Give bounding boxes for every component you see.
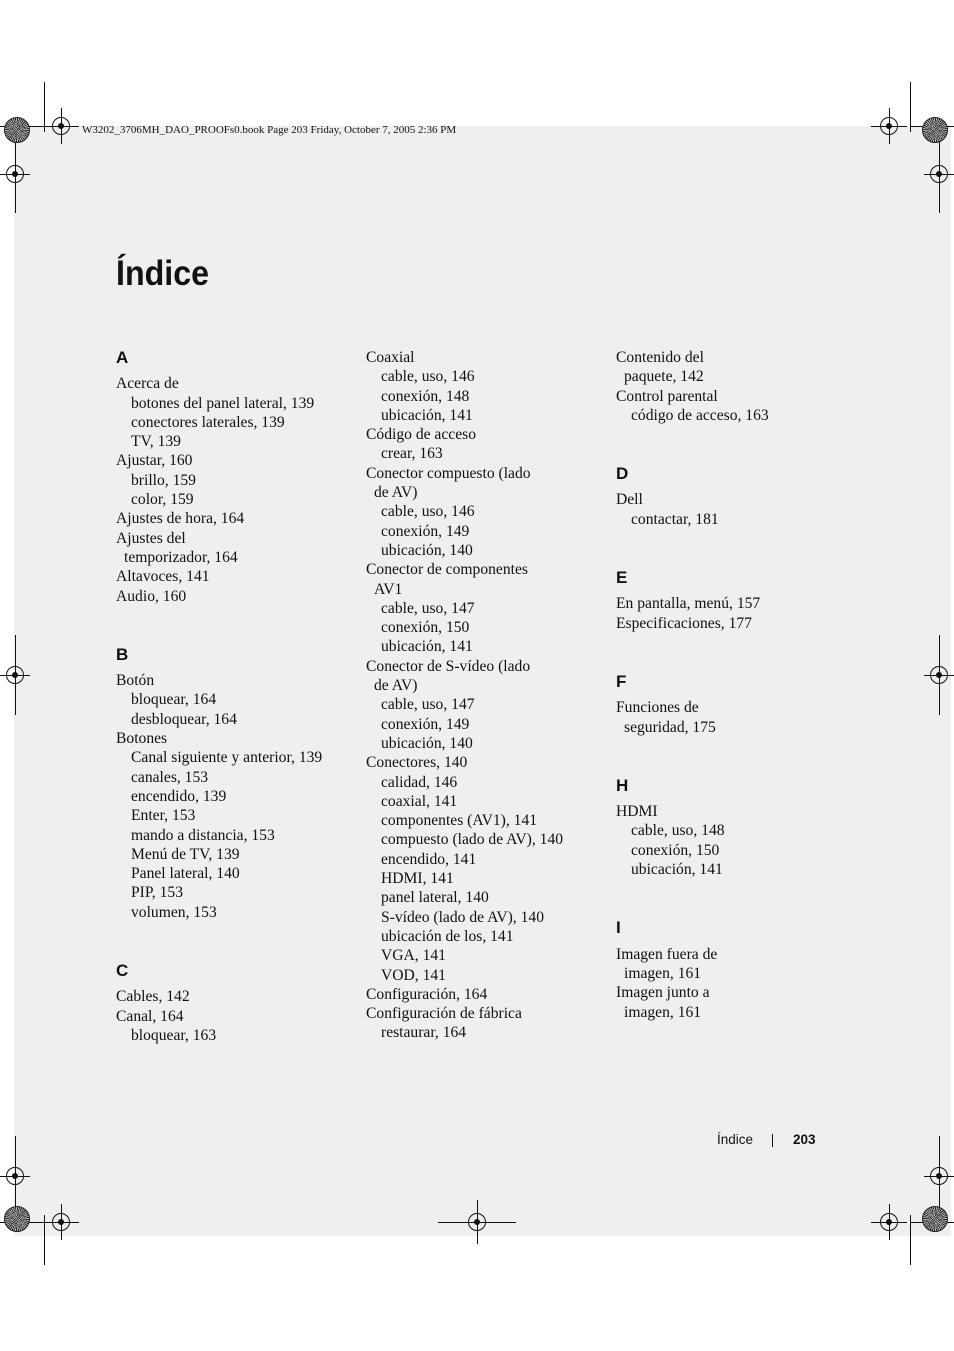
index-entry: Canal, 164 xyxy=(116,1007,184,1025)
index-subentry: conectores laterales, 139 xyxy=(131,413,285,431)
index-entry: Especificaciones, 177 xyxy=(616,614,752,632)
page-title: Índice xyxy=(116,254,210,293)
index-entry: Altavoces, 141 xyxy=(116,568,210,586)
section-gap xyxy=(616,879,769,918)
crop-line-v xyxy=(44,82,45,132)
registration-dot xyxy=(886,1219,892,1225)
index-subentry: conexión, 150 xyxy=(381,619,470,637)
index-entry: Imagen junto a xyxy=(616,984,710,1002)
index-subentry: crear, 163 xyxy=(381,445,443,463)
index-subentry: cable, uso, 147 xyxy=(381,696,475,714)
index-subentry: ubicación de los, 141 xyxy=(381,927,514,945)
color-bar-rosette xyxy=(922,1206,948,1232)
index-subentry: Canal siguiente y anterior, 139 xyxy=(131,749,323,767)
index-entry: En pantalla, menú, 157 xyxy=(616,595,761,613)
index-entry: Conector de componentes xyxy=(366,561,528,579)
crop-line-v xyxy=(910,82,911,132)
index-subentry: ubicación, 140 xyxy=(381,734,473,752)
crop-line-h xyxy=(438,1222,516,1223)
index-subentry: cable, uso, 146 xyxy=(381,368,475,386)
crop-line-v xyxy=(15,1136,16,1216)
index-subentry: desbloquear, 164 xyxy=(131,710,237,728)
index-subentry: encendido, 139 xyxy=(131,787,227,805)
index-entry: Ajustar, 160 xyxy=(116,452,193,470)
index-entry: Ajustes del xyxy=(116,529,186,547)
index-subentry: ubicación, 141 xyxy=(631,861,723,879)
proof-line: W3202_3706MH_DAO_PROOFs0.book Page 203 Friday, October 7, 2005 2:36 PM xyxy=(82,124,457,136)
index-entry-continuation: imagen, 161 xyxy=(624,1003,702,1021)
index-entry: Conectores, 140 xyxy=(366,754,468,772)
index-subentry: ubicación, 141 xyxy=(381,638,473,656)
index-subentry: canales, 153 xyxy=(131,768,209,786)
index-subentry: componentes (AV1), 141 xyxy=(381,812,538,830)
color-bar-rosette xyxy=(4,1206,30,1232)
index-column-2 xyxy=(366,348,563,1043)
index-entry: Funciones de xyxy=(616,699,699,717)
index-subentry: color, 159 xyxy=(131,491,194,509)
index-subentry: restaurar, 164 xyxy=(381,1024,467,1042)
section-gap xyxy=(116,922,322,961)
index-entry-continuation: temporizador, 164 xyxy=(124,548,238,566)
index-subentry: HDMI, 141 xyxy=(381,870,454,888)
index-subentry: botones del panel lateral, 139 xyxy=(131,394,315,412)
index-subentry: bloquear, 163 xyxy=(131,1026,217,1044)
index-entry: HDMI xyxy=(616,803,658,821)
footer-label: Índice xyxy=(717,1132,754,1147)
index-entry: Conector de S-vídeo (lado xyxy=(366,657,531,675)
index-subentry: VOD, 141 xyxy=(381,966,446,984)
index-subentry: cable, uso, 147 xyxy=(381,599,475,617)
index-subentry: VGA, 141 xyxy=(381,947,446,965)
index-entry: Botón xyxy=(116,672,155,690)
index-entry: Código de acceso xyxy=(366,426,476,444)
section-gap xyxy=(116,606,322,645)
index-subentry: cable, uso, 146 xyxy=(381,503,475,521)
index-entry: Configuración de fábrica xyxy=(366,1005,522,1023)
index-subentry: cable, uso, 148 xyxy=(631,822,725,840)
crop-line-v xyxy=(939,635,940,715)
index-entry: Configuración, 164 xyxy=(366,985,488,1003)
index-entry-continuation: AV1 xyxy=(374,580,403,598)
index-column-3 xyxy=(616,348,769,1022)
section-gap xyxy=(616,529,769,568)
footer-separator xyxy=(772,1134,773,1147)
index-column-1 xyxy=(116,348,322,1045)
index-subentry: Panel lateral, 140 xyxy=(131,865,240,883)
index-entry: Conector compuesto (lado xyxy=(366,464,531,482)
index-entry: Dell xyxy=(616,491,643,509)
index-subentry: compuesto (lado de AV), 140 xyxy=(381,831,564,849)
index-subentry: ubicación, 140 xyxy=(381,541,473,559)
crop-line-v xyxy=(939,1136,940,1216)
section-letter: H xyxy=(616,775,629,795)
index-subentry: bloquear, 164 xyxy=(131,691,217,709)
index-subentry: calidad, 146 xyxy=(381,773,458,791)
index-entry-continuation: de AV) xyxy=(374,677,418,695)
section-gap xyxy=(616,425,769,464)
registration-dot xyxy=(58,1219,64,1225)
index-entry: Ajustes de hora, 164 xyxy=(116,510,245,528)
index-entry-continuation: de AV) xyxy=(374,484,418,502)
index-subentry: conexión, 148 xyxy=(381,387,470,405)
index-subentry: Enter, 153 xyxy=(131,807,196,825)
color-bar-rosette xyxy=(922,117,948,143)
section-letter: B xyxy=(116,644,129,664)
index-subentry: contactar, 181 xyxy=(631,510,719,528)
section-gap xyxy=(616,737,769,776)
section-letter: E xyxy=(616,568,628,588)
index-subentry: ubicación, 141 xyxy=(381,406,473,424)
index-subentry: mando a distancia, 153 xyxy=(131,826,275,844)
crop-line-v xyxy=(939,133,940,213)
index-subentry: brillo, 159 xyxy=(131,471,196,489)
index-entry: Audio, 160 xyxy=(116,587,187,605)
index-entry: Coaxial xyxy=(366,349,415,366)
registration-dot xyxy=(58,123,64,129)
index-entry-continuation: paquete, 142 xyxy=(624,368,704,386)
index-entry: Control parental xyxy=(616,387,718,405)
index-entry: Acerca de xyxy=(116,375,179,393)
index-entry-continuation: imagen, 161 xyxy=(624,964,702,982)
index-subentry: conexión, 149 xyxy=(381,522,470,540)
page-number: 203 xyxy=(793,1132,816,1147)
crop-line-v xyxy=(15,635,16,715)
index-subentry: volumen, 153 xyxy=(131,903,217,921)
index-subentry: TV, 139 xyxy=(131,433,181,451)
section-letter: I xyxy=(616,918,621,938)
index-entry-continuation: seguridad, 175 xyxy=(624,718,716,736)
index-entry: Contenido del xyxy=(616,349,704,366)
section-letter: C xyxy=(116,961,129,981)
index-subentry: encendido, 141 xyxy=(381,850,477,868)
index-subentry: PIP, 153 xyxy=(131,884,183,902)
crop-line-v xyxy=(910,1215,911,1265)
section-letter: D xyxy=(616,464,629,484)
index-entry: Cables, 142 xyxy=(116,988,190,1006)
index-entry: Botones xyxy=(116,730,168,748)
index-entry: Imagen fuera de xyxy=(616,945,718,963)
index-subentry: panel lateral, 140 xyxy=(381,889,489,907)
index-subentry: conexión, 149 xyxy=(381,715,470,733)
section-letter: F xyxy=(616,671,627,691)
section-letter: A xyxy=(116,348,129,367)
index-subentry: coaxial, 141 xyxy=(381,792,458,810)
index-subentry: S-vídeo (lado de AV), 140 xyxy=(381,908,544,926)
index-subentry: conexión, 150 xyxy=(631,841,720,859)
crop-line-v xyxy=(44,1215,45,1265)
registration-dot xyxy=(886,123,892,129)
index-subentry: código de acceso, 163 xyxy=(631,406,769,424)
section-gap xyxy=(616,633,769,672)
index-subentry: Menú de TV, 139 xyxy=(131,845,240,863)
color-bar-rosette xyxy=(4,117,30,143)
crop-line-v xyxy=(15,133,16,213)
